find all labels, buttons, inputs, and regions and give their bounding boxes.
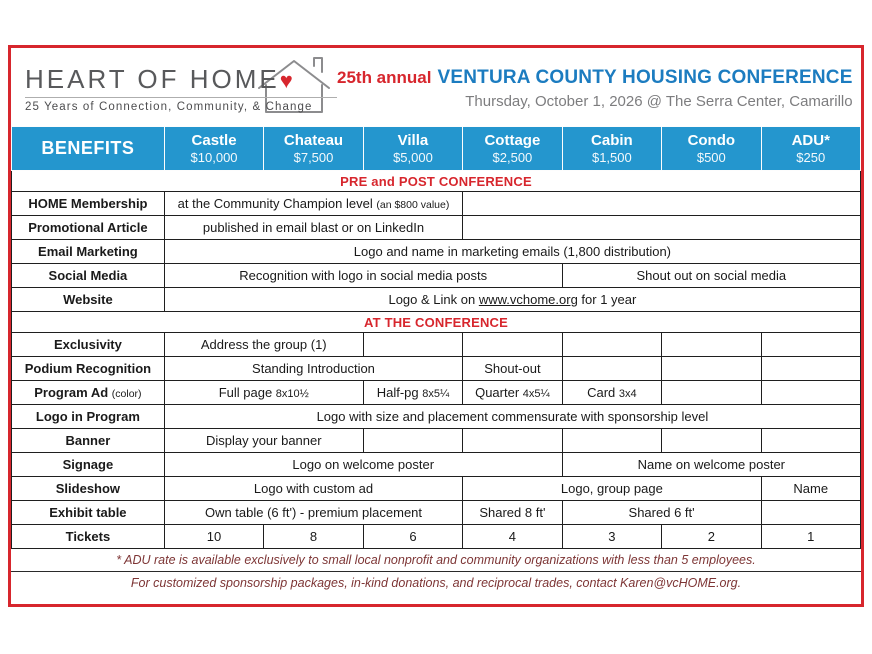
row-slideshow	[12, 477, 861, 501]
tier-name: Cabin	[591, 132, 633, 149]
row-label-small: (color)	[111, 388, 142, 400]
row-label: Slideshow	[12, 477, 165, 501]
benefit-text: Half-pg	[376, 385, 423, 400]
tier-price: $5,000	[393, 150, 433, 165]
note-contact: For customized sponsorship packages, in-kind donations, and reciprocal trades, contact Karen@vcHOME.org.	[130, 576, 742, 590]
benefit-text: Card	[587, 385, 619, 400]
header	[11, 48, 861, 126]
heart-icon: ♥	[279, 67, 293, 93]
row-website	[12, 288, 861, 312]
ticket-count-cell: 3	[562, 525, 661, 549]
title-main: VENTURA COUNTY HOUSING CONFERENCE	[437, 66, 853, 88]
tier-header-chateau	[264, 127, 363, 171]
benefit-cell: Logo, group page	[463, 477, 761, 501]
row-label: Banner	[12, 429, 165, 453]
row-tickets	[12, 525, 861, 549]
tier-price: $7,500	[293, 150, 334, 165]
row-label-text: Program Ad	[34, 385, 112, 400]
benefit-text: Full page	[218, 385, 276, 400]
conference-subtitle: Thursday, October 1, 2026 @ The Serra Center, Camarillo	[465, 92, 853, 110]
row-label: Social Media	[12, 264, 165, 288]
benefit-size: 3x4	[618, 388, 637, 400]
tier-name: Chateau	[283, 132, 344, 149]
tier-price: $2,500	[492, 150, 533, 165]
row-label: Exclusivity	[12, 333, 165, 357]
row-label: Email Marketing	[12, 240, 165, 264]
tier-price: $10,000	[190, 150, 238, 165]
benefits-table	[11, 126, 861, 549]
tier-header-cottage	[463, 127, 562, 171]
empty-cell	[463, 216, 861, 240]
benefit-size: 8x10½	[275, 388, 309, 400]
section-row-conference	[12, 312, 861, 333]
tier-price: $1,500	[591, 150, 632, 165]
benefit-text: Quarter	[475, 385, 523, 400]
benefit-cell: Display your banner	[164, 429, 363, 453]
benefit-cell	[164, 381, 363, 405]
tier-name: ADU*	[791, 132, 830, 149]
empty-cell	[761, 381, 860, 405]
empty-cell	[761, 357, 860, 381]
website-link[interactable]: www.vchome.org	[478, 292, 578, 307]
row-signage	[12, 453, 861, 477]
logo-block	[25, 64, 337, 113]
empty-cell	[662, 333, 761, 357]
benefits-header: BENEFITS	[12, 127, 165, 171]
empty-cell	[761, 501, 860, 525]
tier-header-villa	[363, 127, 462, 171]
empty-cell	[463, 192, 861, 216]
tier-price: $500	[696, 150, 726, 165]
tier-header-castle	[164, 127, 263, 171]
benefit-cell: Shout out on social media	[562, 264, 860, 288]
benefit-cell: Address the group (1)	[164, 333, 363, 357]
ticket-count-cell: 2	[662, 525, 761, 549]
logo-title-row	[25, 64, 337, 95]
benefit-cell: Name on welcome poster	[562, 453, 860, 477]
conference-title-line	[337, 67, 853, 89]
empty-cell	[562, 333, 661, 357]
section-row-pre	[12, 171, 861, 192]
tier-header-row	[12, 127, 861, 171]
benefit-cell: Logo with size and placement commensurate with sponsorship level	[164, 405, 860, 429]
note-adu: * ADU rate is available exclusively to small local nonprofit and community organizations with less than 5 employees.	[11, 549, 861, 572]
benefit-cell: Logo on welcome poster	[164, 453, 562, 477]
flyer-frame	[8, 45, 864, 607]
ticket-count-cell: 6	[363, 525, 462, 549]
row-label: Signage	[12, 453, 165, 477]
tier-header-condo	[662, 127, 761, 171]
benefit-cell: Name	[761, 477, 860, 501]
tier-name: Cottage	[484, 132, 541, 149]
row-label: Promotional Article	[12, 216, 165, 240]
benefit-cell	[164, 192, 462, 216]
section-conference-label: AT THE CONFERENCE	[12, 312, 861, 333]
tier-header-adu	[761, 127, 860, 171]
row-podium-recognition	[12, 357, 861, 381]
benefit-cell: Logo with custom ad	[164, 477, 462, 501]
benefit-cell	[363, 381, 462, 405]
row-email-marketing	[12, 240, 861, 264]
empty-cell	[463, 429, 562, 453]
row-home-membership	[12, 192, 861, 216]
benefit-text: for 1 year	[577, 292, 637, 307]
row-social-media	[12, 264, 861, 288]
tier-name: Castle	[191, 132, 237, 149]
ticket-count-cell: 1	[761, 525, 860, 549]
tier-header-cabin	[562, 127, 661, 171]
benefit-text-small: (an $800 value)	[376, 199, 450, 211]
row-label	[12, 381, 165, 405]
row-program-ad	[12, 381, 861, 405]
benefit-text: Logo & Link on	[388, 292, 479, 307]
row-label: Podium Recognition	[12, 357, 165, 381]
row-promotional-article	[12, 216, 861, 240]
row-label: Tickets	[12, 525, 165, 549]
row-label: HOME Membership	[12, 192, 165, 216]
empty-cell	[662, 381, 761, 405]
ticket-count-cell: 10	[164, 525, 263, 549]
benefit-cell	[164, 288, 860, 312]
tier-price: $250	[796, 150, 826, 165]
benefit-cell: Shared 8 ft'	[463, 501, 562, 525]
row-logo-in-program	[12, 405, 861, 429]
ticket-count-cell: 4	[463, 525, 562, 549]
row-label: Logo in Program	[12, 405, 165, 429]
benefit-cell: Standing Introduction	[164, 357, 462, 381]
logo-tagline: 25 Years of Connection, Community, & Change	[25, 97, 337, 113]
empty-cell	[562, 357, 661, 381]
benefit-cell: Logo and name in marketing emails (1,800 distribution)	[164, 240, 860, 264]
row-label: Website	[12, 288, 165, 312]
benefit-cell	[463, 381, 562, 405]
empty-cell	[463, 333, 562, 357]
tier-name: Villa	[397, 132, 429, 149]
empty-cell	[662, 357, 761, 381]
benefit-cell: published in email blast or on LinkedIn	[164, 216, 462, 240]
row-exclusivity	[12, 333, 861, 357]
row-exhibit-table	[12, 501, 861, 525]
conference-title-block	[337, 67, 857, 110]
empty-cell	[562, 429, 661, 453]
benefit-cell: Recognition with logo in social media posts	[164, 264, 562, 288]
benefit-cell	[562, 381, 661, 405]
benefit-cell: Own table (6 ft') - premium placement	[164, 501, 462, 525]
empty-cell	[662, 429, 761, 453]
section-pre-label: PRE and POST CONFERENCE	[12, 171, 861, 192]
ticket-count-cell: 8	[264, 525, 363, 549]
row-label: Exhibit table	[12, 501, 165, 525]
title-prefix: 25th annual	[337, 67, 432, 87]
benefit-size: 8x5¼	[422, 388, 450, 400]
empty-cell	[363, 429, 462, 453]
empty-cell	[761, 429, 860, 453]
benefit-cell: Shout-out	[463, 357, 562, 381]
tier-name: Condo	[687, 132, 736, 149]
empty-cell	[761, 333, 860, 357]
benefit-text: at the Community Champion level	[177, 196, 377, 211]
logo-title: HEART OF HOME	[25, 63, 280, 94]
empty-cell	[363, 333, 462, 357]
benefit-size: 4x5¼	[522, 388, 550, 400]
row-banner	[12, 429, 861, 453]
benefit-cell: Shared 6 ft'	[562, 501, 761, 525]
